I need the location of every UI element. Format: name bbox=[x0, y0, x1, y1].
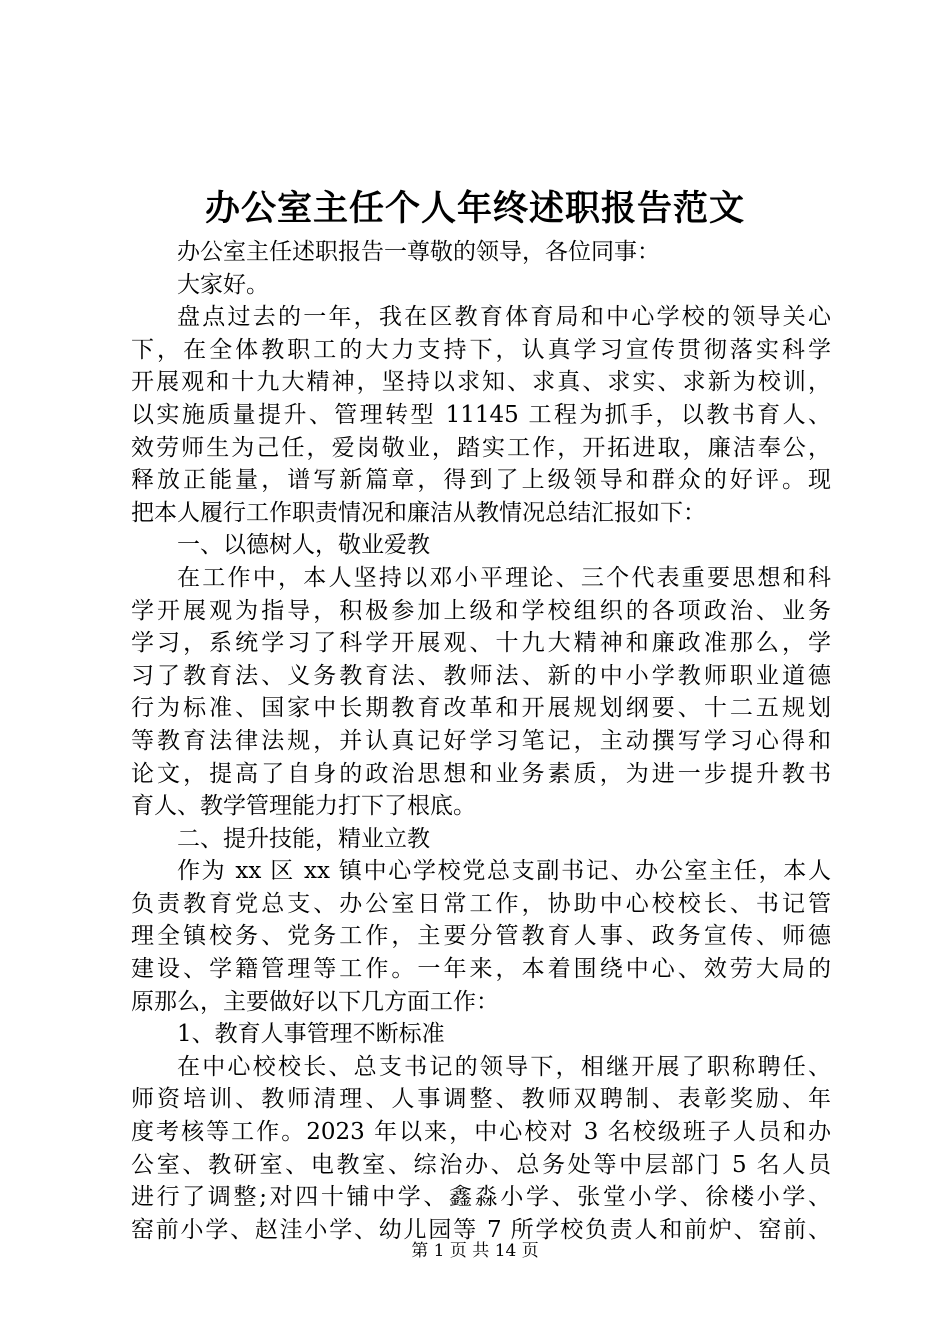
body-line: 理全镇校务、党务工作，主要分管教育人事、政务宣传、师德 bbox=[131, 923, 831, 950]
body-line: 把本人履行工作职责情况和廉洁从教情况总结汇报如下： bbox=[131, 499, 706, 526]
body-line: 窑前小学、赵洼小学、幼儿园等 7 所学校负责人和前炉、窑前、 bbox=[131, 1216, 831, 1243]
body-line: 行为标准、国家中长期教育改革和开展规划纲要、十二五规划 bbox=[131, 695, 831, 722]
body-line: 原那么，主要做好以下几方面工作： bbox=[131, 988, 499, 1015]
document-title: 办公室主任个人年终述职报告范文 bbox=[204, 188, 745, 229]
body-line: 等教育法律法规，并认真记好学习笔记，主动撰写学习心得和 bbox=[131, 727, 831, 754]
body-line: 公室、教研室、电教室、综治办、总务处等中层部门 5 名人员 bbox=[131, 1151, 831, 1178]
body-line: 办公室主任述职报告一尊敬的领导，各位同事： bbox=[177, 239, 660, 265]
body-line: 释放正能量，谱写新篇章，得到了上级领导和群众的好评。现 bbox=[131, 467, 831, 494]
body-line: 盘点过去的一年，我在区教育体育局和中心学校的领导关心 bbox=[177, 304, 831, 331]
page-footer: 第 1 页 共 14 页 bbox=[411, 1241, 539, 1261]
body-line: 负责教育党总支、办公室日常工作，协助中心校校长、书记管 bbox=[131, 890, 831, 917]
body-line: 二、提升技能，精业立教 bbox=[177, 825, 430, 852]
body-line: 建设、学籍管理等工作。一年来，本着围绕中心、效劳大局的 bbox=[131, 956, 831, 983]
body-line: 开展观和十九大精神，坚持以求知、求真、求实、求新为校训， bbox=[131, 369, 831, 396]
body-line: 育人、教学管理能力打下了根底。 bbox=[131, 793, 476, 820]
body-line: 在工作中，本人坚持以邓小平理论、三个代表重要思想和科 bbox=[177, 564, 831, 591]
body-line: 度考核等工作。2023 年以来，中心校对 3 名校级班子人员和办 bbox=[131, 1119, 831, 1146]
body-line: 以实施质量提升、管理转型 11145 工程为抓手，以教书育人、 bbox=[131, 401, 831, 428]
body-line: 作为 xx 区 xx 镇中心学校党总支副书记、办公室主任，本人 bbox=[177, 858, 831, 885]
body-line: 论文，提高了自身的政治思想和业务素质，为进一步提升教书 bbox=[131, 760, 831, 787]
body-line: 师资培训、教师清理、人事调整、教师双聘制、表彰奖励、年 bbox=[131, 1086, 831, 1113]
document-body bbox=[131, 236, 831, 1246]
body-line: 学开展观为指导，积极参加上级和学校组织的各项政治、业务 bbox=[131, 597, 831, 624]
body-line: 一、以德树人，敬业爱教 bbox=[177, 532, 430, 559]
body-line: 效劳师生为己任，爱岗敬业，踏实工作，开拓进取，廉洁奉公， bbox=[131, 434, 831, 461]
body-line: 在中心校校长、总支书记的领导下，相继开展了职称聘任、 bbox=[177, 1053, 831, 1080]
body-line: 大家好。 bbox=[177, 271, 269, 298]
body-line: 下，在全体教职工的大力支持下，认真学习宣传贯彻落实科学 bbox=[131, 336, 831, 363]
body-line: 1、教育人事管理不断标准 bbox=[177, 1021, 445, 1048]
body-line: 学习，系统学习了科学开展观、十九大精神和廉政准那么，学 bbox=[131, 630, 831, 657]
body-line: 习了教育法、义务教育法、教师法、新的中小学教师职业道德 bbox=[131, 662, 831, 689]
body-line: 进行了调整;对四十铺中学、鑫淼小学、张堂小学、徐楼小学、 bbox=[131, 1184, 831, 1211]
